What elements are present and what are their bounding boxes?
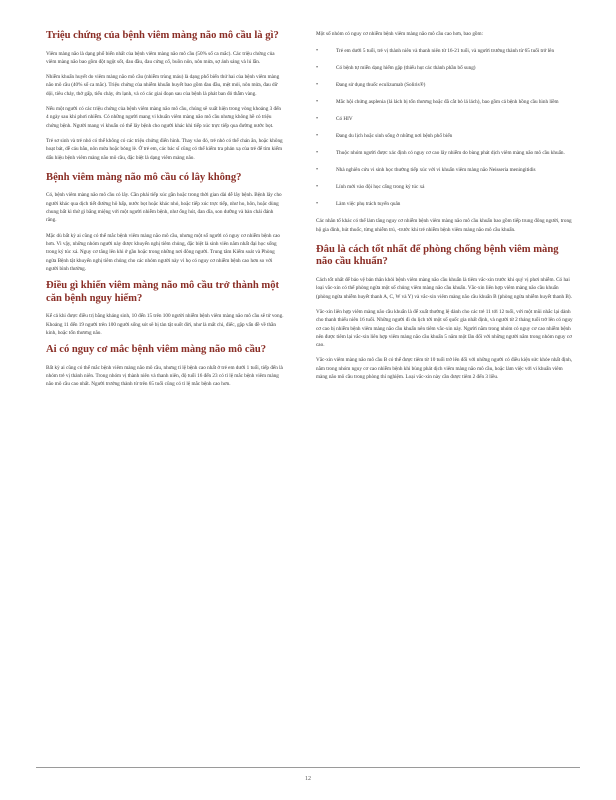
risk-item-text: Thuộc nhóm người được xác định có nguy cơ cao lây nhiễm do bùng phát dịch viêm màng não mô cầu khuẩn. xyxy=(336,150,565,157)
risk-groups-list xyxy=(316,47,574,208)
bullet-icon: • xyxy=(316,116,319,123)
bullet-icon: • xyxy=(316,133,319,140)
paragraph: Mặc dù bất kỳ ai cũng có thể mắc bệnh viêm màng não mô cầu, nhưng một số người có nguy cơ nhiễm bệnh cao hơn. Vì vậy, những nhóm người này được khuyến nghị tiêm chủng, đặc biệt là sinh viên năm nhất đại học sống trong ký túc xá. Nguy cơ tăng lên khi ở gần hoặc trong những nơi đông người. Trung tâm Kiểm soát và Phòng ngừa Bệnh tật khuyến nghị tiêm chủng cho các nhóm người này vì họ có nguy cơ nhiễm bệnh cao hơn so với người bình thường. xyxy=(46,232,280,272)
risk-list-item xyxy=(316,64,574,72)
paragraph: Nếu một người có các triệu chứng của bệnh viêm màng não mô cầu, chúng sẽ xuất hiện trong vòng khoảng 3 đến 4 ngày sau khi phơi nhiễm. Có những người mang vi khuẩn viêm màng não mô cầu nhưng không hề có triệu chứng bệnh. Người mang vi khuẩn có thể lây bệnh cho người khác khi tiếp xúc trực tiếp qua đường nước bọt. xyxy=(46,106,281,129)
risk-item-text: Lính mới vào đội học cẩng trong ký túc xá xyxy=(336,184,425,191)
paragraph: Bất kỳ ai cũng có thể mắc bệnh viêm màng não mô cầu, nhưng tỉ lệ bệnh cao nhất ở trẻ em dưới 1 tuổi, tiếp đến là nhóm trẻ vị thành niên. Trong nhóm vị thành niên và thanh niên, độ tuổi 16 đến 23 có tỉ lệ mắc bệnh viêm màng não mô cầu cao nhất. Người trưởng thành từ trên 65 tuổi cũng có tỉ lệ mắc bệnh cao hơn. xyxy=(46,364,283,388)
bullet-icon: • xyxy=(316,150,319,157)
paragraph: Viêm màng não là dạng phổ biến nhất của bệnh viêm màng não mô cầu (50% số ca mắc). Các triệu chứng của viêm màng não bao gồm đột ngột sốt, đau đầu, đau cứng cổ, buồn nôn, nôn mửa, sợ ánh sáng và lú lẫn. xyxy=(46,50,275,65)
bullet-icon: • xyxy=(316,82,319,89)
risk-item-text: Nhà nghiên cứu vi sinh học thường tiếp xúc với vi khuẩn viêm màng não Neisseria meningitidis xyxy=(336,167,536,174)
risk-list-item xyxy=(316,47,574,55)
risk-list-item xyxy=(316,166,574,174)
risk-item-text: Có bệnh tự miễn dạng hiếm gặp (thiếu hụt các thành phần bổ sung) xyxy=(336,65,476,72)
page-number: 12 xyxy=(305,776,311,782)
risk-item-text: Đang sử dụng thuốc eculizumab (Soliris®) xyxy=(336,82,426,89)
right-column xyxy=(316,30,574,388)
paragraph: Kể cả khi được điều trị bằng kháng sinh, 10 đến 15 trên 100 người nhiễm bệnh viêm màng não mô cầu sẽ tử vong. Khoảng 11 đến 19 người trên 100 người sống sót sẽ bị tàn tật suốt đời, như là mất chi, điếc, gặp vấn đề về thần kinh, hoặc tổn thương não. xyxy=(46,313,284,336)
paragraph: Vắc-xin liên hợp viêm màng não cầu khuẩn là để xuất thường lệ dành cho các trẻ 11 tới 12 tuổi, với một mũi nhắc lại dành cho thanh thiếu niên 16 tuổi. Những người đi du lịch tới một số quốc gia nhất định, và người từ 2 tháng tuổi trở lên có nguy cơ cao bị nhiễm bệnh viêm màng não cầu khuẩn nên tiêm vắc-xin này. Người nằm trong nhóm có nguy cơ cao nhiễm bệnh nên được tiêm lại vắc-xin liên hợp viêm màng não cầu khuẩn 5 năm một lần đối với những người nằm trong nhóm nguy cơ cao. xyxy=(316,308,573,349)
risk-item-text: Có HIV xyxy=(336,116,353,123)
paragraph: Có, bệnh viêm màng não mô cầu có lây. Cần phải tiếp xúc gần hoặc trong thời gian dài dễ lây bệnh. Bệnh lây cho người khác qua dịch tiết đường hô hấp, nước bọt hoặc khác nhỏ, hoặc tiếp xúc trực tiếp, như ho, hôn, hoặc dùng chung bất kì thứ gì bằng miệng với một người nhiễm bệnh, như ống hút, đan dĩa, son dưỡng và bàn chải đánh răng. xyxy=(46,192,282,224)
section-title-risk: Ai có nguy cơ mắc bệnh viêm màng não mô cầu? xyxy=(46,344,267,356)
bullet-icon: • xyxy=(316,167,319,174)
paragraph: Cách tốt nhất để bảo vệ bản thân khỏi bệnh viêm màng não cầu khuẩn là tiêm vắc-xin trước khi quý vị phơi nhiễm. Có hai loại vắc-xin có thể phòng ngừa một số chủng viêm màng não cầu khuẩn. Vắc-xin liên hợp viêm màng não cầu khuẩn (phòng ngừa nhiễm huyết thanh A, C, W và Y) và vắc-xin viêm màng não cầu khuẩn B (phòng ngừa nhiễm huyết thanh B). xyxy=(316,277,572,300)
bullet-icon: • xyxy=(316,48,319,55)
paragraph: Vắc-xin viêm màng não mô cầu B có thể được tiêm từ 10 tuổi trở lên đối với những người có điều kiện sức khỏe nhất định, nằm trong nhóm nguy cơ cao nhiễm bệnh khi bùng phát dịch viêm màng não mô cầu, hoặc làm việc với vi khuẩn viêm màng não mô cầu trong phòng thí nghiệm. Loại vắc-xin này cần được tiêm 2 đến 3 liều. xyxy=(316,357,572,381)
bullet-icon: • xyxy=(316,184,319,191)
risk-list-item xyxy=(316,98,574,106)
risk-item-text: Đang du lịch hoặc sinh sống ở những nơi bệnh phổ biến xyxy=(336,133,453,140)
footer-divider xyxy=(36,767,580,768)
paragraph: Trẻ sơ sinh và trẻ nhỏ có thể không có các triệu chứng điển hình. Thay vào đó, trẻ nhỏ có thể chán ăn, hoặc không hoạt bát, dễ cáu bẳn, nôn mửa hoặc bỏng lè. Ở trẻ em, các bác sĩ cũng có thể kiểm tra phản xạ của trẻ để tìm kiếm dấu hiệu bệnh viêm màng não mô cầu, đặc biệt là dạng viêm màng não. xyxy=(46,137,283,161)
section-title-prevention: Đâu là cách tốt nhất để phòng chống bệnh viêm màng não cầu khuẩn? xyxy=(316,243,559,268)
bullet-icon: • xyxy=(316,201,319,208)
risk-list-item xyxy=(316,132,574,140)
risk-item-text: Mắc hội chứng asplenia (lá lách bị tổn thương hoặc đã cắt bỏ lá lách), bao gồm cả bệnh hồng cầu hình liềm xyxy=(336,99,559,106)
section-title-contagious: Bệnh viêm màng não mô cầu có lây không? xyxy=(46,171,242,183)
bullet-icon: • xyxy=(316,65,319,72)
paragraph: Nhiễm khuẩn huyết do viêm màng não mô cầu (nhiễm trùng máu) là dạng phổ biến thứ hai của bệnh viêm màng não mô cầu (40% số ca mắc). Triệu chứng của nhiễm khuẩn huyết bao gồm đau đầu, mệt mỏi, nôn mửa, đau dữ dội, tiêu chảy, thở gấp, tiểu chảy, ớn lạnh, và có các giai đoạn sau của bệnh là phát ban đỏ thẫm vàng. xyxy=(46,74,280,97)
paragraph: Các nhân tố khác có thể làm tăng nguy cơ nhiễm bệnh viêm màng não mô cầu khuẩn bao gồm tiếp trung đông người, trong hộ gia đình, hút thuốc, từng nhiễm trú, -trước khi trẻ nhiễm bệnh viêm màng não mô cầu khuẩn. xyxy=(316,218,572,233)
risk-list-item xyxy=(316,183,574,191)
risk-item-text: Trẻ em dưới 5 tuổi, trẻ vị thành niên và thanh niên từ 16-21 tuổi, và người trưởng thành từ 65 tuổi trở lên xyxy=(336,48,555,55)
risk-intro: Một số nhóm có nguy cơ nhiễm bệnh viêm màng não mô cầu cao hơn, bao gồm: xyxy=(316,31,483,37)
bullet-icon: • xyxy=(316,99,319,106)
risk-item-text: Làm việc phụ trách tuyển quân xyxy=(336,201,401,208)
risk-list-item xyxy=(316,149,574,157)
left-column xyxy=(46,30,284,396)
section-title-symptoms: Triệu chứng của bệnh viêm màng não mô cầu là gì? xyxy=(46,30,279,41)
risk-list-item xyxy=(316,115,574,123)
section-title-danger: Điều gì khiến viêm màng não mô cầu trở thành một căn bệnh nguy hiểm? xyxy=(46,280,280,304)
risk-list-item xyxy=(316,200,574,208)
risk-list-item xyxy=(316,81,574,89)
